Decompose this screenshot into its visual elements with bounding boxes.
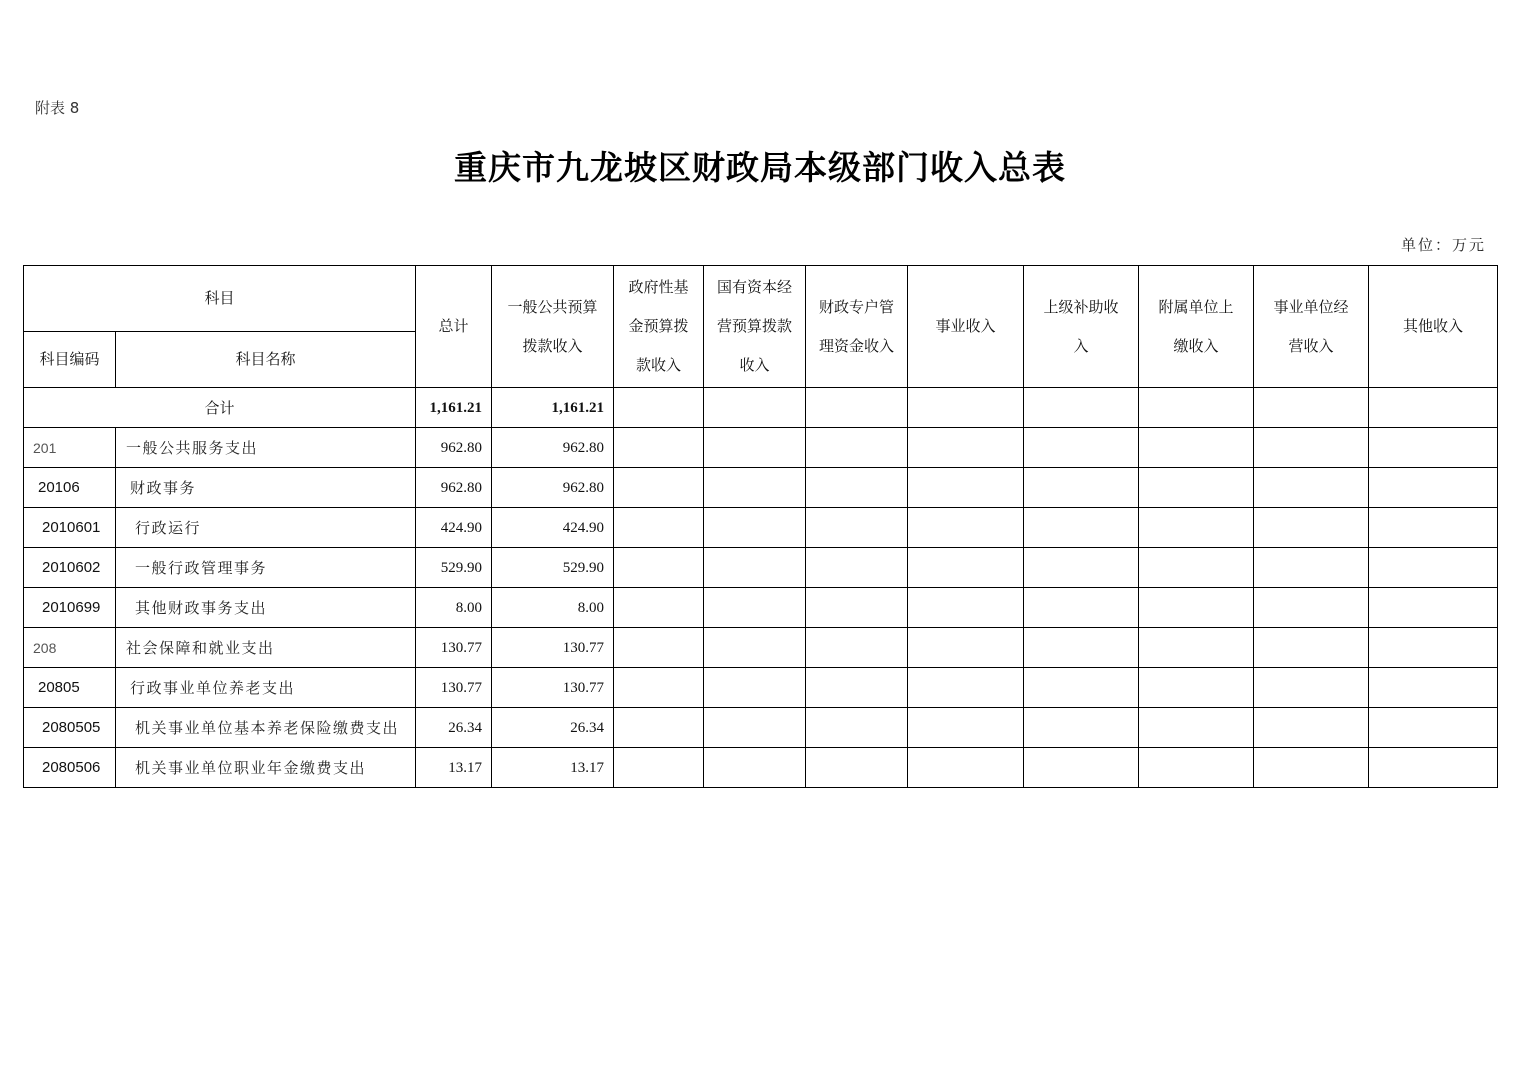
- empty-cell: [1139, 428, 1254, 468]
- header-state-capital-line1: 国有资本经: [717, 279, 793, 296]
- empty-cell: [1139, 668, 1254, 708]
- row-total: 8.00: [416, 588, 492, 628]
- empty-cell: [908, 428, 1024, 468]
- table-row: [24, 708, 1498, 748]
- empty-cell: [614, 748, 704, 788]
- empty-cell: [1024, 508, 1139, 548]
- empty-cell: [1254, 748, 1369, 788]
- table-row: [24, 468, 1498, 508]
- empty-cell: [1024, 588, 1139, 628]
- empty-cell: [1369, 748, 1498, 788]
- row-name: 机关事业单位职业年金缴费支出: [116, 748, 416, 788]
- header-general-budget: [492, 266, 614, 388]
- empty-cell: [1254, 468, 1369, 508]
- row-name: 机关事业单位基本养老保险缴费支出: [116, 708, 416, 748]
- header-state-capital-line3: 收入: [739, 357, 770, 374]
- header-operating-line2: 营收入: [1288, 337, 1334, 355]
- empty-cell: [908, 748, 1024, 788]
- empty-cell: [704, 508, 806, 548]
- empty-cell: [1254, 428, 1369, 468]
- empty-cell: [908, 508, 1024, 548]
- empty-cell: [806, 748, 908, 788]
- empty-cell: [908, 588, 1024, 628]
- header-total: 总计: [416, 266, 492, 388]
- empty-cell: [1139, 628, 1254, 668]
- table-row: [24, 668, 1498, 708]
- empty-cell: [806, 468, 908, 508]
- empty-cell: [1024, 468, 1139, 508]
- empty-cell: [614, 468, 704, 508]
- row-name: 财政事务: [116, 468, 416, 508]
- empty-cell: [1024, 628, 1139, 668]
- header-special-fund-line1: 财政专户管: [819, 298, 895, 316]
- empty-cell: [1254, 628, 1369, 668]
- row-general-budget: 26.34: [492, 708, 614, 748]
- empty-cell: [1369, 588, 1498, 628]
- header-state-capital-line2: 营预算拨款: [717, 318, 793, 335]
- empty-cell: [1369, 628, 1498, 668]
- empty-cell: [1139, 388, 1254, 428]
- row-total: 424.90: [416, 508, 492, 548]
- empty-cell: [1369, 668, 1498, 708]
- table-row-total: [24, 388, 1498, 428]
- row-code: 2010601: [24, 508, 116, 548]
- empty-cell: [806, 668, 908, 708]
- income-summary-table: [23, 265, 1498, 788]
- empty-cell: [1369, 708, 1498, 748]
- row-total: 26.34: [416, 708, 492, 748]
- empty-cell: [806, 588, 908, 628]
- empty-cell: [704, 468, 806, 508]
- empty-cell: [1024, 668, 1139, 708]
- empty-cell: [1024, 388, 1139, 428]
- empty-cell: [1369, 548, 1498, 588]
- row-general-budget: 424.90: [492, 508, 614, 548]
- header-subject-name: 科目名称: [116, 332, 416, 388]
- row-total: 529.90: [416, 548, 492, 588]
- empty-cell: [704, 548, 806, 588]
- row-name: 社会保障和就业支出: [116, 628, 416, 668]
- row-general-budget: 962.80: [492, 468, 614, 508]
- empty-cell: [1139, 548, 1254, 588]
- header-special-fund: [806, 266, 908, 388]
- empty-cell: [1139, 468, 1254, 508]
- table-row: [24, 548, 1498, 588]
- empty-cell: [908, 548, 1024, 588]
- row-code: 2080506: [24, 748, 116, 788]
- empty-cell: [1254, 588, 1369, 628]
- row-name: 一般行政管理事务: [116, 548, 416, 588]
- row-code: 2080505: [24, 708, 116, 748]
- row-name: 行政事业单位养老支出: [116, 668, 416, 708]
- row-code: 20106: [24, 468, 116, 508]
- empty-cell: [806, 708, 908, 748]
- table-row: [24, 748, 1498, 788]
- header-gov-fund-line3: 款收入: [636, 357, 682, 374]
- row-general-budget: 529.90: [492, 548, 614, 588]
- empty-cell: [1024, 428, 1139, 468]
- empty-cell: [614, 508, 704, 548]
- empty-cell: [1369, 428, 1498, 468]
- empty-cell: [806, 508, 908, 548]
- header-superior-subsidy-line2: 入: [1073, 337, 1089, 355]
- empty-cell: [704, 388, 806, 428]
- header-business-income: 事业收入: [908, 266, 1024, 388]
- header-general-budget-line1: 一般公共预算: [507, 298, 598, 316]
- empty-cell: [1254, 508, 1369, 548]
- total-general-budget: 1,161.21: [492, 388, 614, 428]
- empty-cell: [1024, 708, 1139, 748]
- empty-cell: [1254, 668, 1369, 708]
- header-superior-subsidy-line1: 上级补助收: [1043, 298, 1119, 316]
- header-gov-fund-line1: 政府性基: [628, 279, 689, 296]
- row-code: 2010602: [24, 548, 116, 588]
- row-total: 962.80: [416, 428, 492, 468]
- empty-cell: [908, 468, 1024, 508]
- row-total: 13.17: [416, 748, 492, 788]
- header-affiliated: [1139, 266, 1254, 388]
- empty-cell: [704, 628, 806, 668]
- header-operating: [1254, 266, 1369, 388]
- row-name: 行政运行: [116, 508, 416, 548]
- row-code: 2010699: [24, 588, 116, 628]
- empty-cell: [614, 668, 704, 708]
- header-superior-subsidy: [1024, 266, 1139, 388]
- header-operating-line1: 事业单位经: [1273, 298, 1349, 316]
- empty-cell: [806, 428, 908, 468]
- empty-cell: [908, 708, 1024, 748]
- header-affiliated-line2: 缴收入: [1173, 337, 1219, 355]
- table-row: [24, 628, 1498, 668]
- total-label: 合计: [24, 388, 416, 428]
- empty-cell: [1024, 548, 1139, 588]
- empty-cell: [1369, 508, 1498, 548]
- row-general-budget: 8.00: [492, 588, 614, 628]
- header-subject: 科目: [24, 266, 416, 332]
- empty-cell: [614, 428, 704, 468]
- row-total: 130.77: [416, 668, 492, 708]
- row-name: 一般公共服务支出: [116, 428, 416, 468]
- empty-cell: [704, 748, 806, 788]
- empty-cell: [614, 588, 704, 628]
- row-general-budget: 130.77: [492, 668, 614, 708]
- header-affiliated-line1: 附属单位上: [1158, 298, 1234, 316]
- header-other-income: 其他收入: [1369, 266, 1498, 388]
- header-general-budget-line2: 拨款收入: [522, 337, 583, 355]
- empty-cell: [908, 388, 1024, 428]
- empty-cell: [614, 628, 704, 668]
- empty-cell: [806, 628, 908, 668]
- attachment-label: 附表 8: [35, 99, 80, 117]
- table-row: [24, 508, 1498, 548]
- empty-cell: [614, 388, 704, 428]
- empty-cell: [704, 708, 806, 748]
- unit-label: 单位：万元: [1400, 236, 1486, 254]
- row-general-budget: 13.17: [492, 748, 614, 788]
- empty-cell: [1139, 708, 1254, 748]
- empty-cell: [1254, 548, 1369, 588]
- row-general-budget: 130.77: [492, 628, 614, 668]
- empty-cell: [806, 548, 908, 588]
- total-amount: 1,161.21: [416, 388, 492, 428]
- empty-cell: [704, 428, 806, 468]
- row-name: 其他财政事务支出: [116, 588, 416, 628]
- empty-cell: [1024, 748, 1139, 788]
- empty-cell: [1254, 388, 1369, 428]
- table-row: [24, 588, 1498, 628]
- empty-cell: [614, 548, 704, 588]
- row-total: 962.80: [416, 468, 492, 508]
- row-general-budget: 962.80: [492, 428, 614, 468]
- page-title: 重庆市九龙坡区财政局本级部门收入总表: [454, 148, 1066, 187]
- header-subject-code: 科目编码: [24, 332, 116, 388]
- row-code: 201: [24, 428, 116, 468]
- row-total: 130.77: [416, 628, 492, 668]
- header-gov-fund-line2: 金预算拨: [628, 318, 689, 335]
- header-gov-fund: [614, 266, 704, 388]
- empty-cell: [1139, 508, 1254, 548]
- empty-cell: [1369, 388, 1498, 428]
- header-state-capital: [704, 266, 806, 388]
- empty-cell: [614, 708, 704, 748]
- empty-cell: [704, 668, 806, 708]
- empty-cell: [1139, 748, 1254, 788]
- header-special-fund-line2: 理资金收入: [819, 337, 895, 355]
- empty-cell: [704, 588, 806, 628]
- empty-cell: [1369, 468, 1498, 508]
- row-code: 208: [24, 628, 116, 668]
- empty-cell: [908, 628, 1024, 668]
- row-code: 20805: [24, 668, 116, 708]
- empty-cell: [908, 668, 1024, 708]
- empty-cell: [1254, 708, 1369, 748]
- empty-cell: [806, 388, 908, 428]
- empty-cell: [1139, 588, 1254, 628]
- table-row: [24, 428, 1498, 468]
